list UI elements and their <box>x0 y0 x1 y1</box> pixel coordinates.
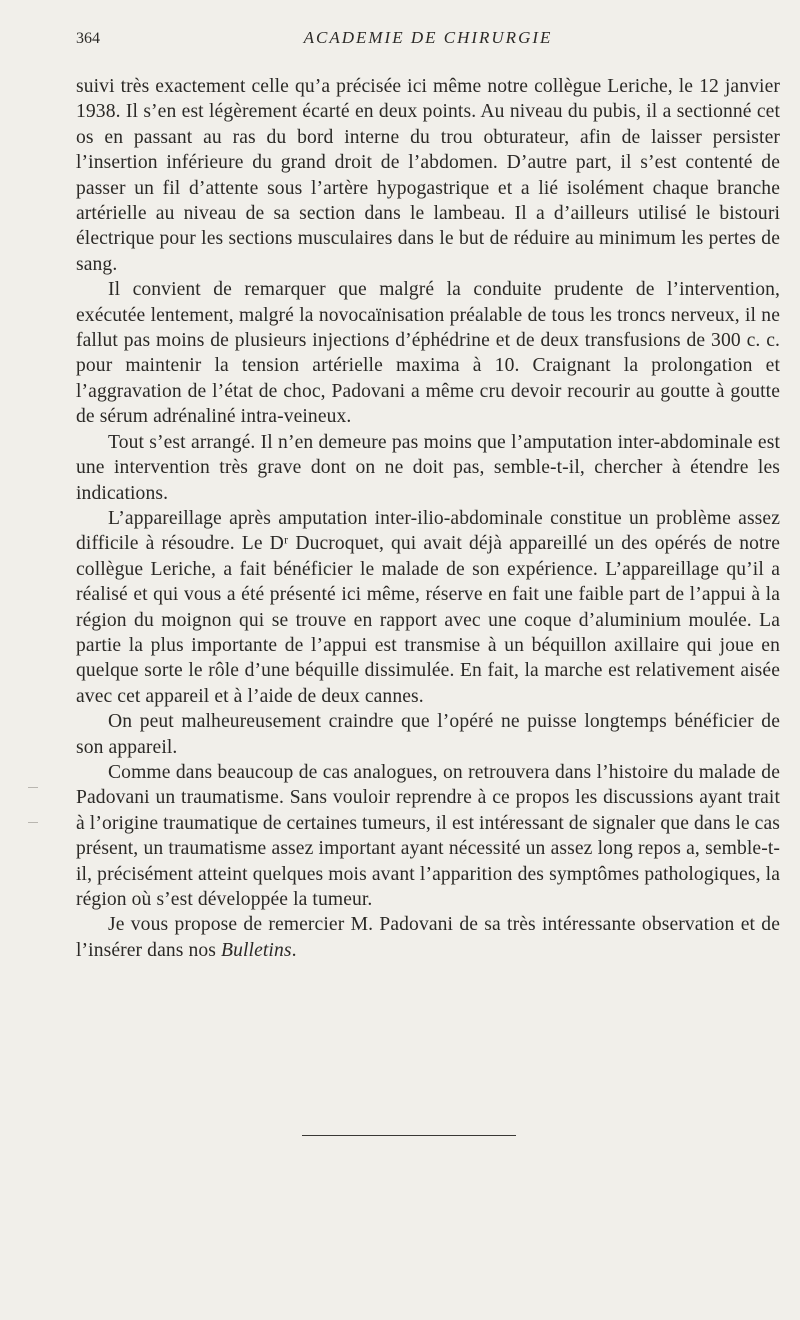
closing-text: Je vous propose de remercier M. Padovani de sa très intéressante observation et de l’insérer dans nos <box>76 914 780 961</box>
margin-mark <box>28 787 38 788</box>
paragraph: Il convient de remarquer que malgré la conduite prudente de l’intervention, exécutée lentement, malgré la novocaïnisation préalable de tous les troncs nerveux, il ne fallut pas moins de plusieurs injections d’éphédrine et de deux transfusions de 300 c. c. pour maintenir la tension artérielle maxima à 10. Craignant la prolongation et l’aggravation de l’état de choc, Padovani a même cru devoir recourir au goutte à goutte de sérum adrénaliné intra-veineux. <box>76 279 780 428</box>
paragraph: L’appareillage après amputation inter-ilio-abdominale constitue un problème assez difficile à résoudre. Le Dʳ Ducroquet, qui avait déjà appareillé un des opérés de notre collègue Leriche, a fait bénéficier le malade de son expérience. L’appareillage qu’il a réalisé et qui vous a été présenté ici même, réserve en fait une faible part de l’appui à la région du moignon qui se trouve en rapport avec une coque d’aluminium moulée. La partie la plus importante de l’appui est transmise à un béquillon axillaire qui joue en quelque sorte le rôle d’une béquille dissimulée. En fait, la marche est relativement aisée avec cet appareil et à l’aide de deux cannes. <box>76 507 780 707</box>
closing-period: . <box>291 939 297 961</box>
body-text <box>76 74 780 963</box>
paragraph-continuation: suivi très exactement celle qu’a précisée ici même notre collègue Leriche, le 12 janvier 1938. Il s’en est légèrement écarté en deux points. Au niveau du pubis, il a sectionné cet os en passant au ras du bord interne du trou obturateur, afin de laisser persister l’insertion inférieure du grand droit de l’abdomen. D’autre part, il s’est contenté de passer un fil d’attente sous l’artère hypogastrique et a lié isolément chaque branche artérielle au niveau de sa section dans le lambeau. Il a d’ailleurs utilisé le bistouri électrique pour les sections musculaires dans le but de réduire au minimum les pertes de sang. <box>76 76 780 275</box>
paragraph: Tout s’est arrangé. Il n’en demeure pas moins que l’amputation inter-abdominale est une intervention très grave dont on ne doit pas, semble-t-il, chercher à étendre les indications. <box>76 431 780 504</box>
closing-paragraph <box>76 912 780 963</box>
page-header <box>76 28 780 52</box>
page-number: 364 <box>76 30 100 47</box>
paragraph: On peut malheureusement craindre que l’opéré ne puisse longtemps bénéficier de son appareil. <box>76 711 780 758</box>
bulletins-title: Bulletins <box>221 939 292 961</box>
end-rule <box>302 1135 516 1136</box>
running-title: ACADEMIE DE CHIRURGIE <box>303 28 553 47</box>
paragraph: Comme dans beaucoup de cas analogues, on retrouvera dans l’histoire du malade de Padovani un traumatisme. Sans vouloir reprendre à ce propos les discussions ayant trait à l’origine traumatique de certaines tumeurs, il est intéressant de signaler que dans le cas présent, un traumatisme assez important ayant nécessité un assez long repos a, semble-t-il, précisément atteint quelques mois avant l’apparition des symptômes pathologiques, la région où s’est développée la tumeur. <box>76 761 780 910</box>
margin-mark <box>28 822 38 823</box>
